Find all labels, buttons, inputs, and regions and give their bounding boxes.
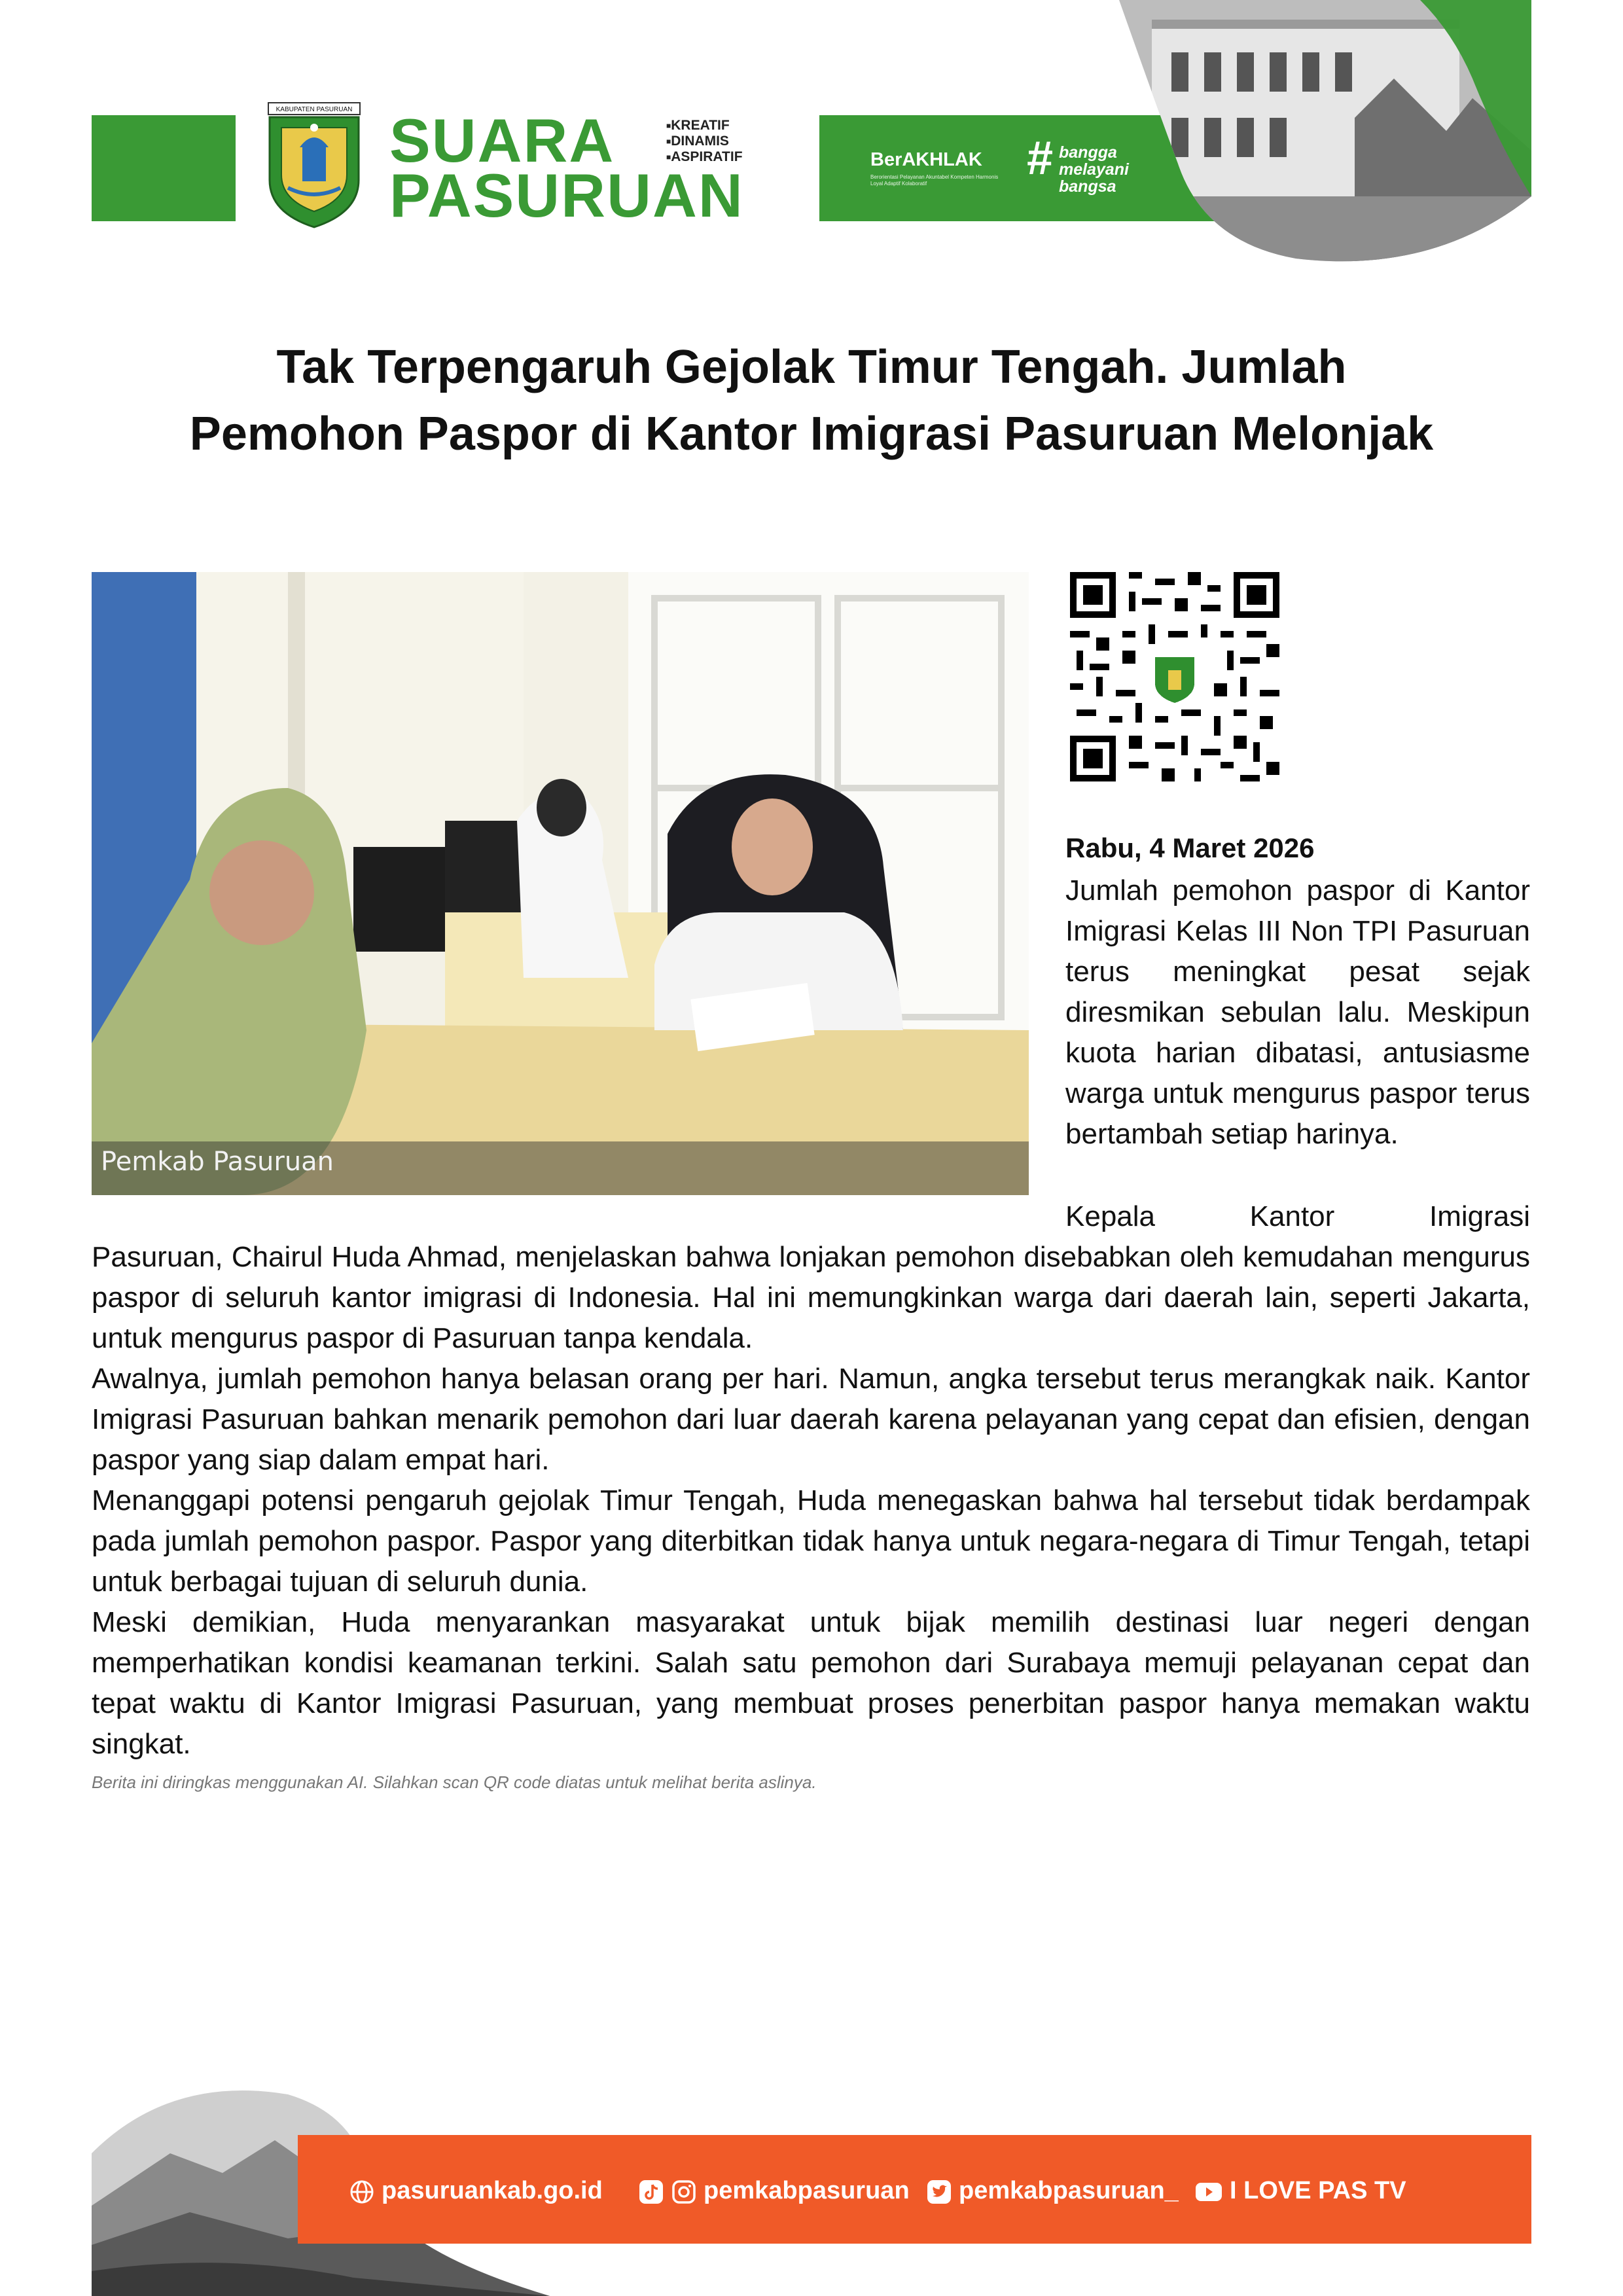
brand-tagline: [666, 118, 743, 165]
tiktok-icon: [638, 2179, 664, 2205]
paragraph-3: Awalnya, jumlah pemohon hanya belasan orang per hari. Namun, angka tersebut terus merangkak naik. Kantor Imigrasi Pasuruan bahkan menarik pemohon dari luar daerah karena pelayanan yang cepat dan efisien, dengan paspor yang siap dalam empat hari.: [92, 1363, 1530, 1476]
paragraph-5: Meski demikian, Huda menyarankan masyarakat untuk bijak memilih destinasi luar negeri dengan memperhatikan kondisi keamanan terkini. Salah satu pemohon dari Surabaya memuji pelayanan cepat dan tepat waktu di Kantor Imigrasi Pasuruan, yang membuat proses penerbitan paspor hanya memakan waktu singkat.: [92, 1606, 1530, 1760]
website-link[interactable]: [349, 2177, 603, 2205]
pasuruan-crest-icon: [262, 101, 366, 229]
hashtag-line: bangga: [1059, 143, 1117, 162]
building-photo: [1080, 0, 1531, 275]
hashtag-icon: #: [1026, 132, 1053, 185]
tiktok-instagram-label: pemkabpasuruan: [704, 2177, 910, 2204]
twitter-icon: [926, 2179, 952, 2205]
tiktok-instagram-link[interactable]: [638, 2177, 910, 2205]
article-date: Rabu, 4 Maret 2026: [1065, 833, 1315, 863]
article-body: [92, 1237, 1530, 1765]
website-label: pasuruankab.go.id: [382, 2177, 603, 2204]
youtube-link[interactable]: [1194, 2177, 1406, 2205]
office-scene-illustration: [92, 572, 1029, 1195]
article-title: Tak Terpengaruh Gejolak Timur Tengah. Jumlah Pemohon Paspor di Kantor Imigrasi Pasuruan Melonjak: [189, 341, 1434, 460]
hashtag-line: melayani: [1059, 160, 1130, 179]
header-green-bar-left: [92, 115, 236, 221]
instagram-icon: [671, 2179, 697, 2205]
globe-icon: [349, 2179, 375, 2205]
youtube-icon: [1194, 2180, 1223, 2204]
twitter-link[interactable]: [926, 2177, 1179, 2205]
article-lead: [1065, 870, 1530, 1155]
tagline-item: ■ KREATIF: [666, 118, 743, 134]
hashtag-line: bangsa: [1059, 177, 1116, 196]
qr-code-icon[interactable]: [1070, 572, 1279, 781]
article-photo: [92, 572, 1029, 1195]
svg-text:KABUPATEN PASURUAN: KABUPATEN PASURUAN: [276, 106, 353, 113]
bangga-melayani-bangsa: [1059, 144, 1129, 195]
berakhlak-logo: BerAKHLAK: [870, 149, 982, 170]
brand-pasuruan: PASURUAN: [389, 161, 744, 230]
youtube-label: I LOVE PAS TV: [1230, 2177, 1406, 2204]
footer-social-bar: [298, 2135, 1531, 2244]
lead-paragraph: Jumlah pemohon paspor di Kantor Imigrasi Kelas III Non TPI Pasuruan terus meningkat pesat sejak diresmikan sebulan lalu. Meskipun kuota harian dibatasi, antusiasme warga untuk mengurus paspor terus bertambah setiap harinya.: [1065, 874, 1530, 1150]
brand-suara: SUARA: [389, 106, 615, 175]
photo-caption: Pemkab Pasuruan: [101, 1147, 334, 1177]
tagline-item: ■ ASPIRATIF: [666, 149, 743, 165]
tagline-item: ■ DINAMIS: [666, 134, 743, 149]
paragraph-2-start: Kepala Kantor Imigrasi: [1065, 1200, 1530, 1232]
twitter-label: pemkabpasuruan_: [959, 2177, 1179, 2204]
paragraph-4: Menanggapi potensi pengaruh gejolak Timur Tengah, Huda menegaskan bahwa hal tersebut tidak berdampak pada jumlah pemohon paspor. Paspor yang diterbitkan tidak hanya untuk negara-negara di Timur Tengah, tetapi untuk berbagai tujuan di seluruh dunia.: [92, 1484, 1530, 1598]
paragraph-2: Pasuruan, Chairul Huda Ahmad, menjelaskan bahwa lonjakan pemohon disebabkan oleh kemudahan mengurus paspor di seluruh kantor imigrasi di Indonesia. Hal ini memungkinkan warga dari daerah lain, seperti Jakarta, untuk mengurus paspor di Pasuruan tanpa kendala.: [92, 1241, 1530, 1354]
berakhlak-subtitle: Berorientasi Pelayanan Akuntabel Kompeten Harmonis Loyal Adaptif Kolaboratif: [870, 174, 999, 187]
ai-disclaimer: Berita ini diringkas menggunakan AI. Silahkan scan QR code diatas untuk melihat berita aslinya.: [92, 1772, 817, 1792]
